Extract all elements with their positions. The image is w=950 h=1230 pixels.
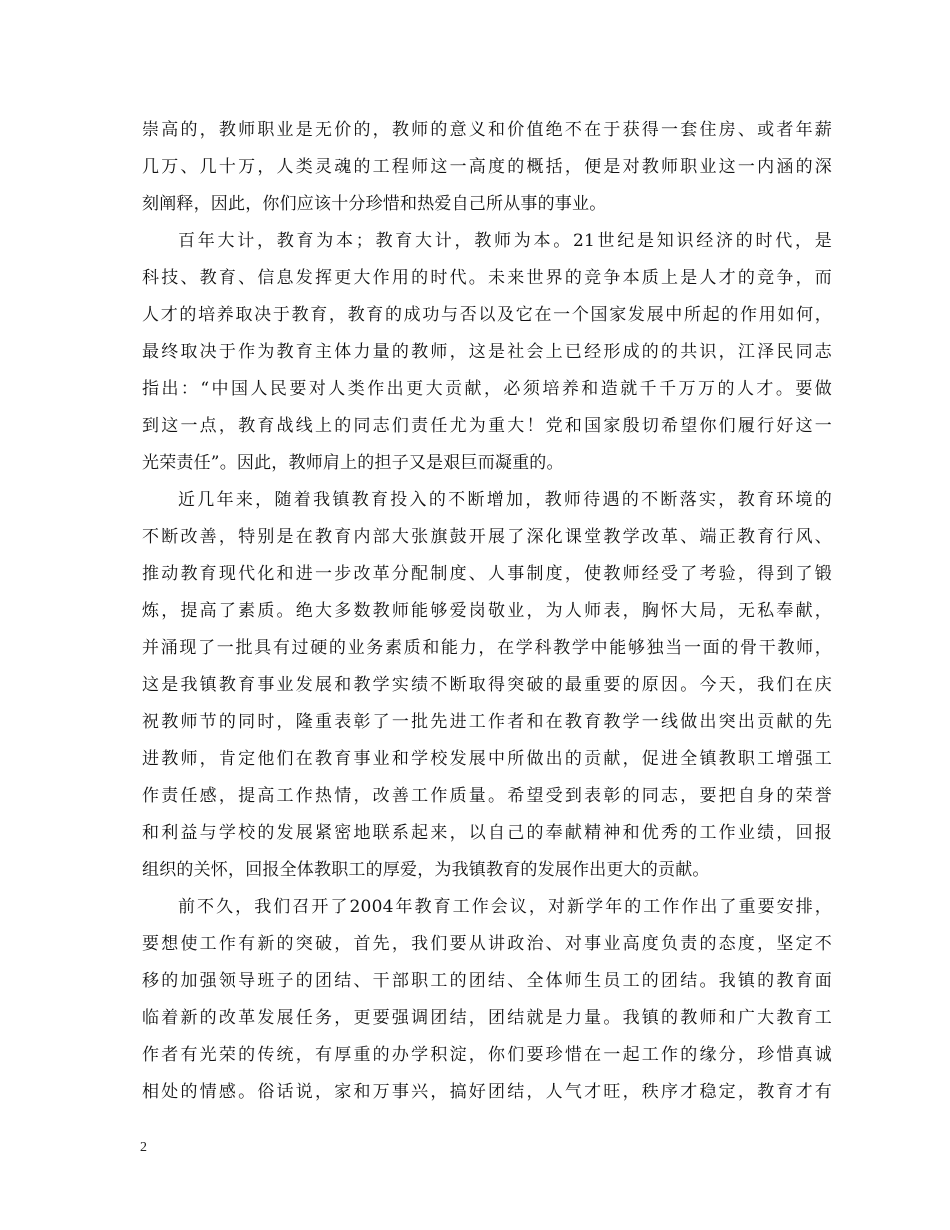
paragraph-first-line: 前不久，我们召开了2004年教育工作会议，对新学年的工作作出了重要安排， (178, 897, 832, 917)
text-line: 光荣责任”。因此，教师肩上的担子又是艰巨而凝重的。 (142, 453, 564, 473)
text-line: 组织的关怀，回报全体教职工的厚爱，为我镇教育的发展作出更大的贡献。 (142, 860, 710, 880)
text-line: 作者有光荣的传统，有厚重的办学积淀，你们要珍惜在一起工作的缘分，珍惜真诚 (142, 1045, 832, 1065)
text-line: 进教师，肯定他们在教育事业和学校发展中所做出的贡献，促进全镇教职工增强工 (142, 749, 832, 769)
text-line: 刻阐释，因此，你们应该十分珍惜和热爱自己所从事的事业。 (142, 194, 607, 214)
text-line: 最终取决于作为教育主体力量的教师，这是社会上已经形成的的共识，江泽民同志 (142, 342, 832, 362)
text-line: 崇高的，教师职业是无价的，教师的意义和价值绝不在于获得一套住房、或者年薪 (142, 120, 832, 140)
text-line: 不断改善，特别是在教育内部大张旗鼓开展了深化课堂教学改革、端正教育行风、 (142, 527, 832, 547)
text-line: 和利益与学校的发展紧密地联系起来，以自己的奉献精神和优秀的工作业绩，回报 (142, 823, 832, 843)
text-line: 炼，提高了素质。绝大多数教师能够爱岗敬业，为人师表，胸怀大局，无私奉献， (142, 601, 832, 621)
text-line: 祝教师节的同时，隆重表彰了一批先进工作者和在教育教学一线做出突出贡献的先 (142, 712, 832, 732)
text-line: 相处的情感。俗话说，家和万事兴，搞好团结，人气才旺，秩序才稳定，教育才有 (142, 1082, 832, 1102)
text-line: 这是我镇教育事业发展和教学实绩不断取得突破的最重要的原因。今天，我们在庆 (142, 675, 832, 695)
text-line: 人才的培养取决于教育，教育的成功与否以及它在一个国家发展中所起的作用如何， (142, 305, 832, 325)
text-line: 要想使工作有新的突破，首先，我们要从讲政治、对事业高度负责的态度，坚定不 (142, 934, 832, 954)
text-line: 几万、几十万，人类灵魂的工程师这一高度的概括，便是对教师职业这一内涵的深 (142, 157, 832, 177)
text-line: 指出：“中国人民要对人类作出更大贡献，必须培养和造就千千万万的人才。要做 (142, 379, 832, 399)
paragraph-first-line: 百年大计，教育为本；教育大计，教师为本。21世纪是知识经济的时代，是 (178, 231, 832, 251)
text-line: 推动教育现代化和进一步改革分配制度、人事制度，使教师经受了考验，得到了锻 (142, 564, 832, 584)
text-line: 科技、教育、信息发挥更大作用的时代。未来世界的竞争本质上是人才的竞争，而 (142, 268, 832, 288)
text-line: 作责任感，提高工作热情，改善工作质量。希望受到表彰的同志，要把自身的荣誉 (142, 786, 832, 806)
text-line: 移的加强领导班子的团结、干部职工的团结、全体师生员工的团结。我镇的教育面 (142, 971, 832, 991)
page-number: 2 (140, 1140, 147, 1155)
text-line: 并涌现了一批具有过硬的业务素质和能力，在学科教学中能够独当一面的骨干教师， (142, 638, 832, 658)
text-line: 到这一点，教育战线上的同志们责任尤为重大！党和国家殷切希望你们履行好这一 (142, 416, 832, 436)
paragraph-first-line: 近几年来，随着我镇教育投入的不断增加，教师待遇的不断落实，教育环境的 (178, 490, 832, 510)
text-line: 临着新的改革发展任务，更要强调团结，团结就是力量。我镇的教师和广大教育工 (142, 1008, 832, 1028)
